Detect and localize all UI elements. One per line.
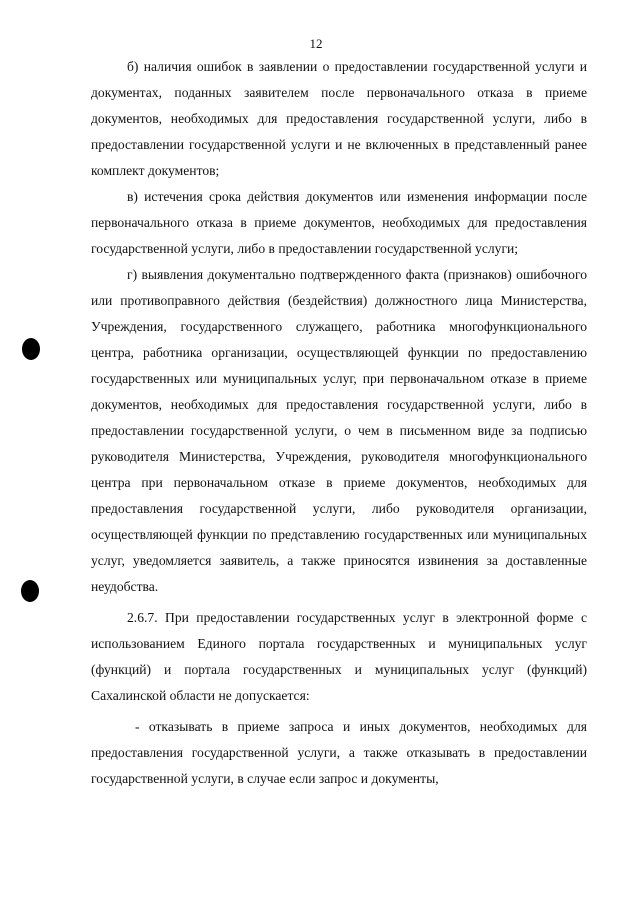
paragraph-list-item: - отказывать в приеме запроса и иных документов, необходимых для предоставления государственной услуги, а также отказывать в предоставлении государственной услуги, в случае если запрос и документы, (91, 719, 587, 786)
punch-hole (22, 338, 40, 360)
punch-hole (21, 580, 39, 602)
paragraph-2-6-7: 2.6.7. При предоставлении государственных услуг в электронной форме с использованием Единого портала государственных и муниципальных услуг (функций) и портала государственных и муниципальных услуг (функций) Сахалинской области не допускается: (91, 610, 587, 703)
page-number: 12 (309, 36, 323, 51)
paragraph-v: в) истечения срока действия документов или изменения информации после первоначального отказа в приеме документов, необходимых для предоставления государственной услуги, либо в предоставлении государственной услуги; (91, 189, 587, 256)
document-body (91, 54, 587, 792)
paragraph-g: г) выявления документально подтвержденного факта (признаков) ошибочного или противоправного действия (бездействия) должностного лица Министерства, Учреждения, государственного служащего, работника многофункционального центра, работника организации, осуществляющей функции по предоставлению государственных или муниципальных услуг, при первоначальном отказе в приеме документов, необходимых для предоставления государственной услуги, либо в предоставлении государственной услуги, о чем в письменном виде за подписью руководителя Министерства, Учреждения, руководителя многофункционального центра при первоначальном отказе в приеме документов, необходимых для предоставления государственной услуги, либо руководителя организации, осуществляющей функции по представлению государственных или муниципальных услуг, уведомляется заявитель, а также приносятся извинения за доставленные неудобства. (91, 267, 587, 594)
paragraph-b: б) наличия ошибок в заявлении о предоставлении государственной услуги и документах, поданных заявителем после первоначального отказа в приеме документов, необходимых для предоставления государственной услуги, либо в предоставлении государственной услуги и не включенных в представленный ранее комплект документов; (91, 59, 587, 178)
